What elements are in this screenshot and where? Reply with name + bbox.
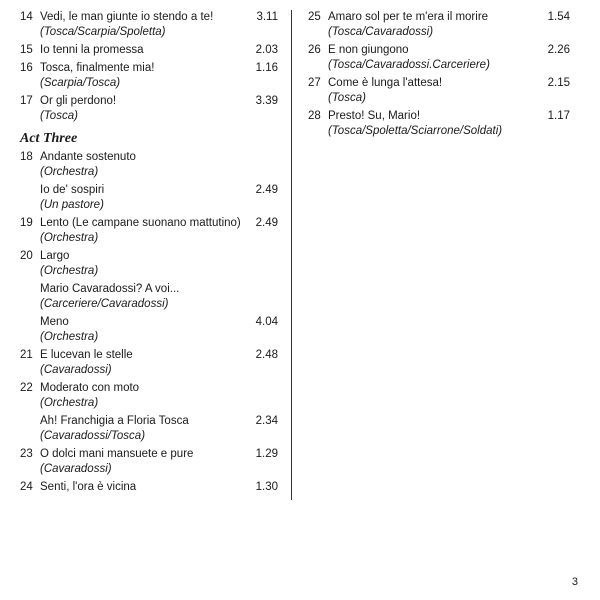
section-duration: 2.49 [255, 184, 278, 196]
track-duration: 1.30 [255, 481, 278, 493]
track-number: 27 [308, 77, 321, 89]
track-17 [20, 94, 278, 124]
tracklist-right-column [308, 10, 570, 142]
track-cast: (Cavaradossi) [40, 364, 112, 376]
section-cast: (Un pastore) [40, 199, 104, 211]
column-divider [291, 10, 292, 500]
track-cast: (Scarpia/Tosca) [40, 77, 121, 89]
track-number: 25 [308, 11, 321, 23]
track-title: Tosca, finalmente mia! [40, 62, 155, 74]
track-number: 23 [20, 448, 33, 460]
track-27 [308, 76, 570, 106]
track-duration: 2.15 [547, 77, 570, 89]
section-title: Meno [40, 316, 69, 328]
track-cast: (Tosca/Cavaradossi) [328, 26, 434, 38]
track-cast: (Tosca) [40, 110, 78, 122]
track-cast: (Orchestra) [40, 265, 99, 277]
track-title: Senti, l'ora è vicina [40, 481, 137, 493]
track-number: 20 [20, 250, 33, 262]
section-title: Io de' sospiri [40, 184, 105, 196]
track-19 [20, 216, 278, 246]
track-title: Largo [40, 250, 70, 262]
track-cast: (Orchestra) [40, 166, 99, 178]
track-number: 16 [20, 62, 33, 74]
track-24 [20, 480, 278, 495]
track-number: 24 [20, 481, 33, 493]
section-title: Ah! Franchigia a Floria Tosca [40, 415, 189, 427]
track-duration: 1.54 [547, 11, 570, 23]
track-cast: (Tosca/Spoletta/Sciarrone/Soldati) [328, 125, 503, 137]
tracklist-left-column [20, 10, 278, 498]
track-section [20, 183, 278, 198]
track-duration: 1.16 [255, 62, 278, 74]
section-cast: (Orchestra) [40, 331, 99, 343]
track-title: Presto! Su, Mario! [328, 110, 421, 122]
page-number: 3 [571, 576, 578, 588]
track-title: E non giungono [328, 44, 409, 56]
track-15 [20, 43, 278, 58]
track-number: 14 [20, 11, 33, 23]
track-section [20, 315, 278, 330]
track-duration: 3.39 [255, 95, 278, 107]
section-title: Mario Cavaradossi? A voi... [40, 283, 180, 295]
track-23 [20, 447, 278, 477]
track-duration: 2.49 [255, 217, 278, 229]
track-number: 19 [20, 217, 33, 229]
track-section [20, 414, 278, 429]
track-number: 26 [308, 44, 321, 56]
track-title: Lento (Le campane suonano mattutino) [40, 217, 241, 229]
track-26 [308, 43, 570, 73]
track-duration: 1.17 [547, 110, 570, 122]
act-heading: Act Three [20, 131, 78, 146]
track-number: 28 [308, 110, 321, 122]
track-number: 15 [20, 44, 33, 56]
track-number: 21 [20, 349, 33, 361]
track-number: 17 [20, 95, 33, 107]
track-21 [20, 348, 278, 378]
track-16 [20, 61, 278, 91]
track-cast: (Orchestra) [40, 232, 99, 244]
track-title: Come è lunga l'attesa! [328, 77, 443, 89]
section-duration: 4.04 [255, 316, 278, 328]
track-cast: (Cavaradossi) [40, 463, 112, 475]
track-number: 22 [20, 382, 33, 394]
track-duration: 3.11 [256, 11, 278, 23]
track-title: Amaro sol per te m'era il morire [328, 11, 489, 23]
section-cast: (Carceriere/Cavaradossi) [40, 298, 169, 310]
section-duration: 2.34 [255, 415, 278, 427]
track-cast: (Tosca) [328, 92, 366, 104]
track-14 [20, 10, 278, 40]
section-cast: (Cavaradossi/Tosca) [40, 430, 146, 442]
track-title: E lucevan le stelle [40, 349, 133, 361]
track-section [20, 282, 278, 297]
track-18 [20, 150, 278, 213]
track-number: 18 [20, 151, 33, 163]
track-title: Io tenni la promessa [40, 44, 144, 56]
track-duration: 2.48 [255, 349, 278, 361]
track-title: Vedi, le man giunte io stendo a te! [40, 11, 214, 23]
track-cast: (Tosca/Scarpia/Spoletta) [40, 26, 166, 38]
track-22 [20, 381, 278, 444]
track-title: Or gli perdono! [40, 95, 117, 107]
track-cast: (Tosca/Cavaradossi.Carceriere) [328, 59, 490, 71]
track-25 [308, 10, 570, 40]
track-28 [308, 109, 570, 139]
track-title: O dolci mani mansuete e pure [40, 448, 194, 460]
track-20 [20, 249, 278, 345]
track-duration: 2.26 [547, 44, 570, 56]
track-title: Andante sostenuto [40, 151, 136, 163]
track-cast: (Orchestra) [40, 397, 99, 409]
track-duration: 1.29 [255, 448, 278, 460]
track-title: Moderato con moto [40, 382, 140, 394]
track-duration: 2.03 [255, 44, 278, 56]
